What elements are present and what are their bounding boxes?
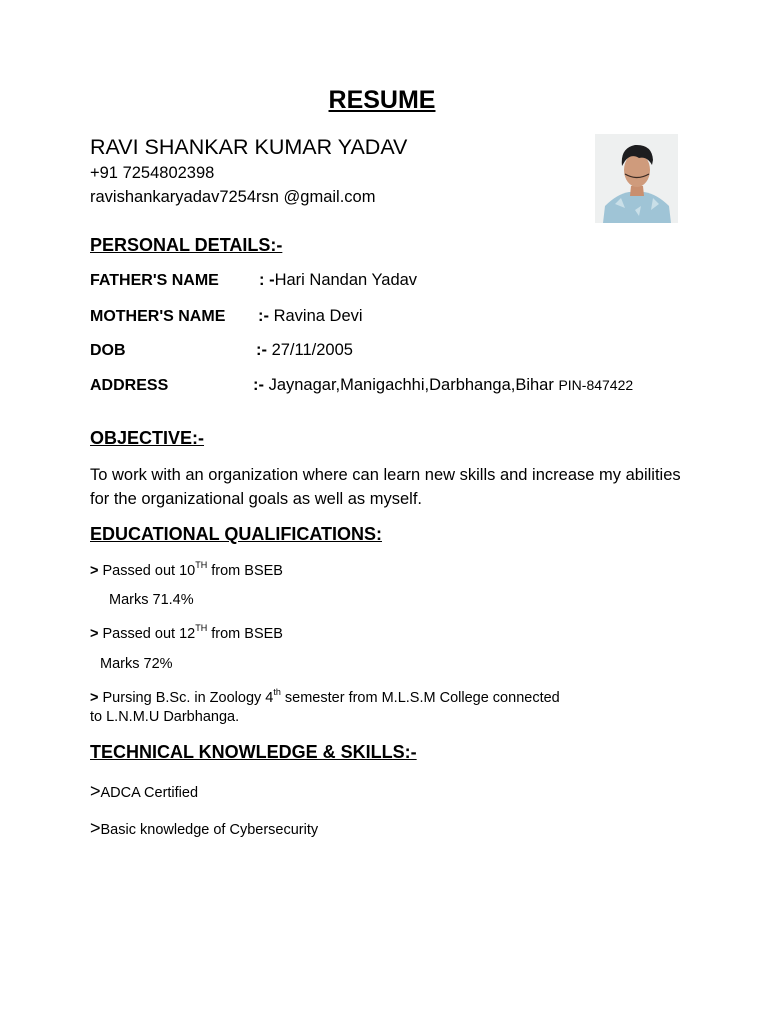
email-address: ravishankaryadav7254rsn @gmail.com (90, 188, 376, 206)
education-item: > Pursing B.Sc. in Zoology 4th semester from M.L.S.M College connected (90, 687, 560, 706)
person-portrait-icon (595, 134, 678, 223)
skill-item: >ADCA Certified (90, 781, 199, 801)
objective-heading: OBJECTIVE:- (90, 428, 205, 448)
skill-item: >Basic knowledge of Cybersecurity (90, 818, 319, 838)
mothers-name-label: MOTHER'S NAME (90, 308, 226, 325)
education-marks: Marks 71.4% (109, 592, 194, 608)
profile-photo (595, 134, 678, 223)
phone-number: +91 7254802398 (90, 164, 215, 182)
education-marks: Marks 72% (100, 656, 173, 672)
education-item: > Passed out 10TH from BSEB (90, 560, 283, 579)
dob-label: DOB (90, 342, 126, 359)
fathers-name-value: : -Hari Nandan Yadav (259, 271, 418, 289)
address-label: ADDRESS (90, 377, 169, 394)
education-heading: EDUCATIONAL QUALIFICATIONS: (90, 524, 382, 544)
mothers-name-value: :- Ravina Devi (258, 307, 363, 325)
address-value: :- Jaynagar,Manigachhi,Darbhanga,Bihar PIN-847422 (253, 376, 634, 394)
candidate-name: RAVI SHANKAR KUMAR YADAV (90, 135, 408, 159)
objective-text: To work with an organization where can learn new skills and increase my abilities for the organizational goals as well as myself. (90, 466, 681, 508)
personal-details-heading: PERSONAL DETAILS:- (90, 235, 283, 255)
dob-value: :- 27/11/2005 (256, 341, 353, 359)
fathers-name-label: FATHER'S NAME (90, 272, 219, 289)
skills-heading: TECHNICAL KNOWLEDGE & SKILLS:- (90, 742, 417, 762)
resume-title: RESUME (328, 86, 436, 114)
education-item-continued: to L.N.M.U Darbhanga. (90, 709, 240, 725)
education-item: > Passed out 12TH from BSEB (90, 623, 283, 642)
